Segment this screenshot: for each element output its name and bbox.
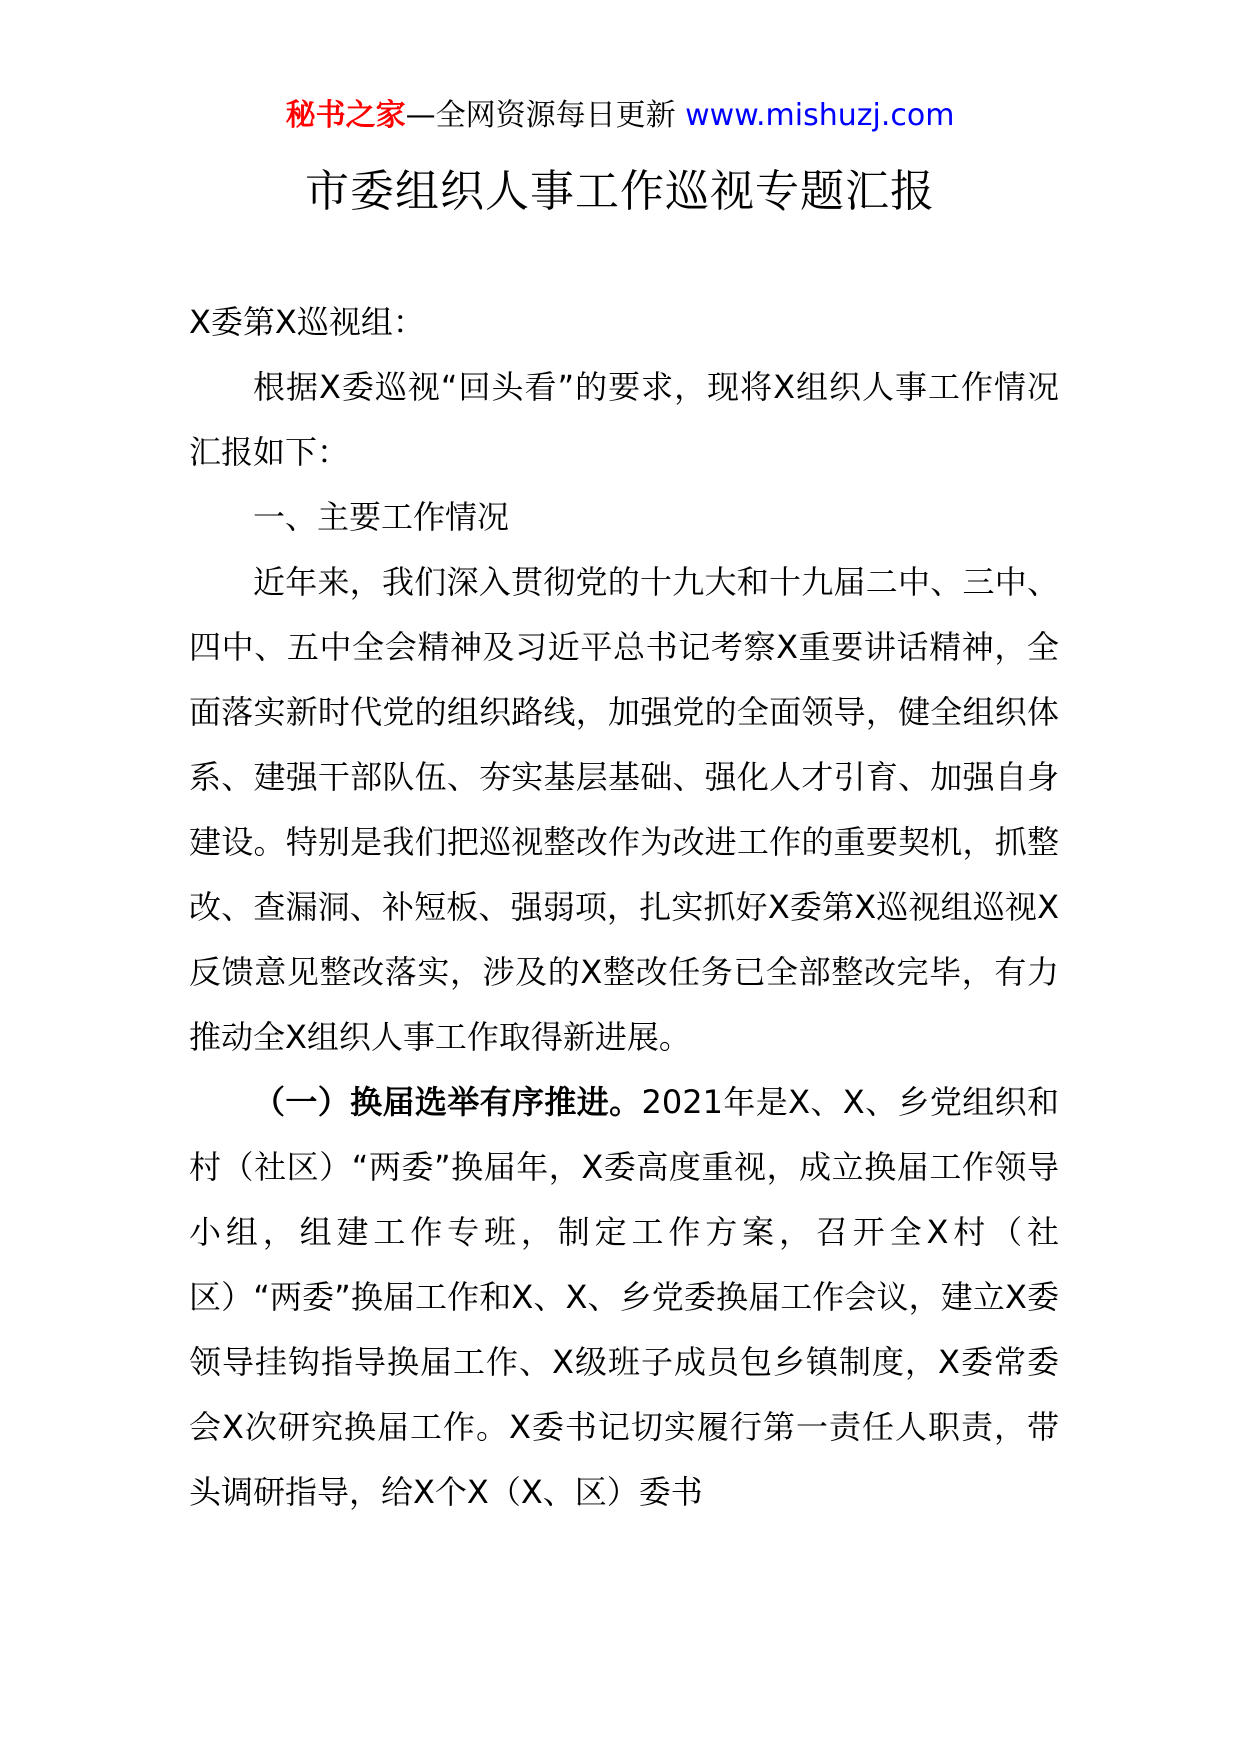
salutation: X委第X巡视组： bbox=[189, 303, 425, 341]
site-header bbox=[0, 96, 1240, 136]
header-slogan: —全网资源每日更新 bbox=[405, 98, 676, 133]
intro-paragraph: 根据X委巡视“回头看”的要求，现将X组织人事工作情况汇报如下： bbox=[189, 368, 1059, 471]
document-body bbox=[189, 290, 1059, 1525]
brand-name: 秘书之家 bbox=[285, 98, 406, 133]
section-1-paragraph bbox=[189, 1070, 1059, 1525]
section-1-heading: （一）换届选举有序推进。 bbox=[253, 1083, 642, 1121]
section-heading: 一、主要工作情况 bbox=[253, 498, 510, 536]
site-url-link[interactable]: www.mishuzj.com bbox=[685, 98, 955, 133]
overview-paragraph: 近年来，我们深入贯彻党的十九大和十九届二中、三中、四中、五中全会精神及习近平总书记考察X重要讲话精神，全面落实新时代党的组织路线，加强党的全面领导，健全组织体系、建强干部队伍、夯实基层基础、强化人才引育、加强自身建设。特别是我们把巡视整改作为改进工作的重要契机，抓整改、查漏洞、补短板、强弱项，扎实抓好X委第X巡视组巡视X反馈意见整改落实，涉及的X整改任务已全部整改完毕，有力推动全X组织人事工作取得新进展。 bbox=[189, 563, 1059, 1056]
document-title: 市委组织人事工作巡视专题汇报 bbox=[305, 166, 935, 217]
section-1-text: 2021年是X、X、乡党组织和村（社区）“两委”换届年，X委高度重视，成立换届工作领导小组，组建工作专班，制定工作方案，召开全X村（社区）“两委”换届工作和X、X、乡党委换届工作会议，建立X委领导挂钩指导换届工作、X级班子成员包乡镇制度，X委常委会X次研究换届工作。X委书记切实履行第一责任人职责，带头调研指导，给X个X（X、区）委书 bbox=[189, 1083, 1059, 1511]
